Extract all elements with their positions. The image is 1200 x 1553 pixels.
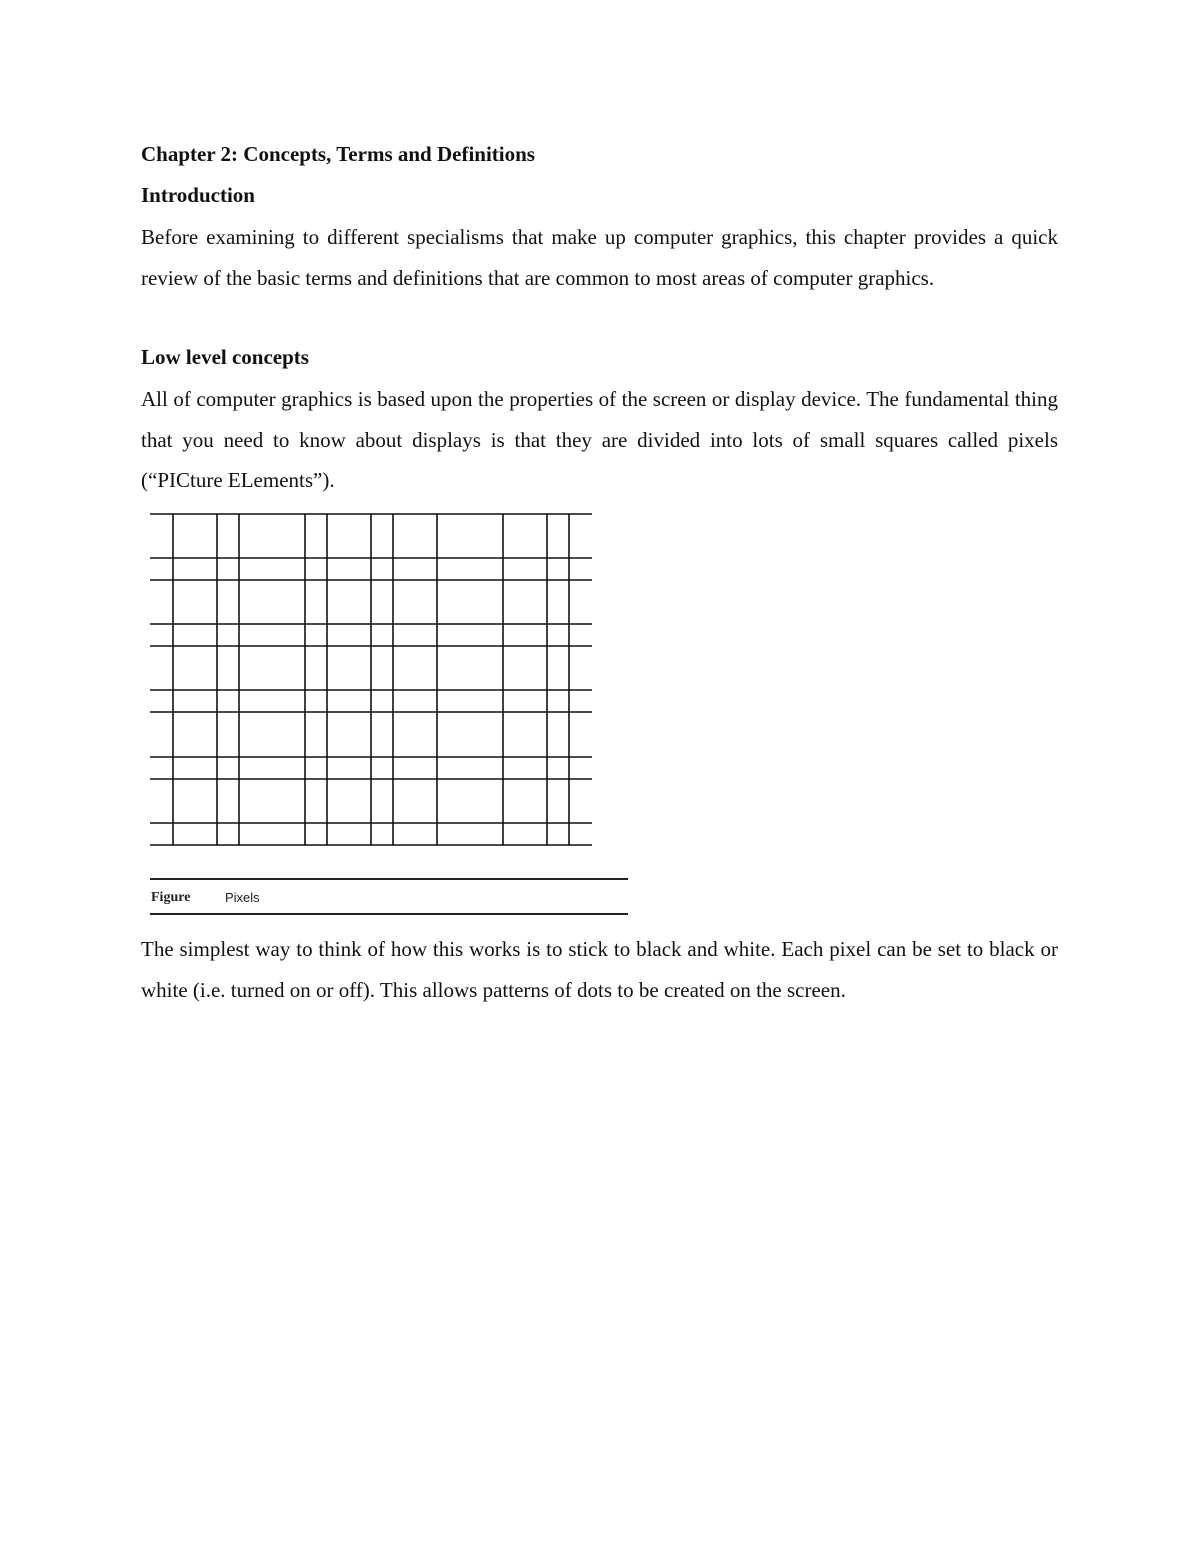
section-heading-introduction: Introduction xyxy=(141,183,255,207)
chapter-title: Chapter 2: Concepts, Terms and Definitions xyxy=(141,142,535,166)
caption-rule-top xyxy=(150,878,628,880)
figure-caption: Pixels xyxy=(225,890,260,905)
after-figure-paragraph: The simplest way to think of how this works is to stick to black and white. Each pixel can be set to black or white (i.e. turned on or off). This allows patterns of dots to be created on the screen. xyxy=(141,937,1058,1002)
low-level-concepts-paragraph: All of computer graphics is based upon the properties of the screen or display device. The fundamental thing that you need to know about displays is that they are divided into lots of small squares called pixels (“PICture ELements”). xyxy=(141,387,1058,492)
pixel-grid-figure xyxy=(150,512,595,850)
introduction-paragraph: Before examining to different specialisms that make up computer graphics, this chapter provides a quick review of the basic terms and definitions that are common to most areas of computer graphics. xyxy=(141,225,1058,290)
caption-rule-bottom xyxy=(150,913,628,915)
figure-label: Figure xyxy=(151,890,191,905)
section-heading-low-level-concepts: Low level concepts xyxy=(141,345,309,369)
